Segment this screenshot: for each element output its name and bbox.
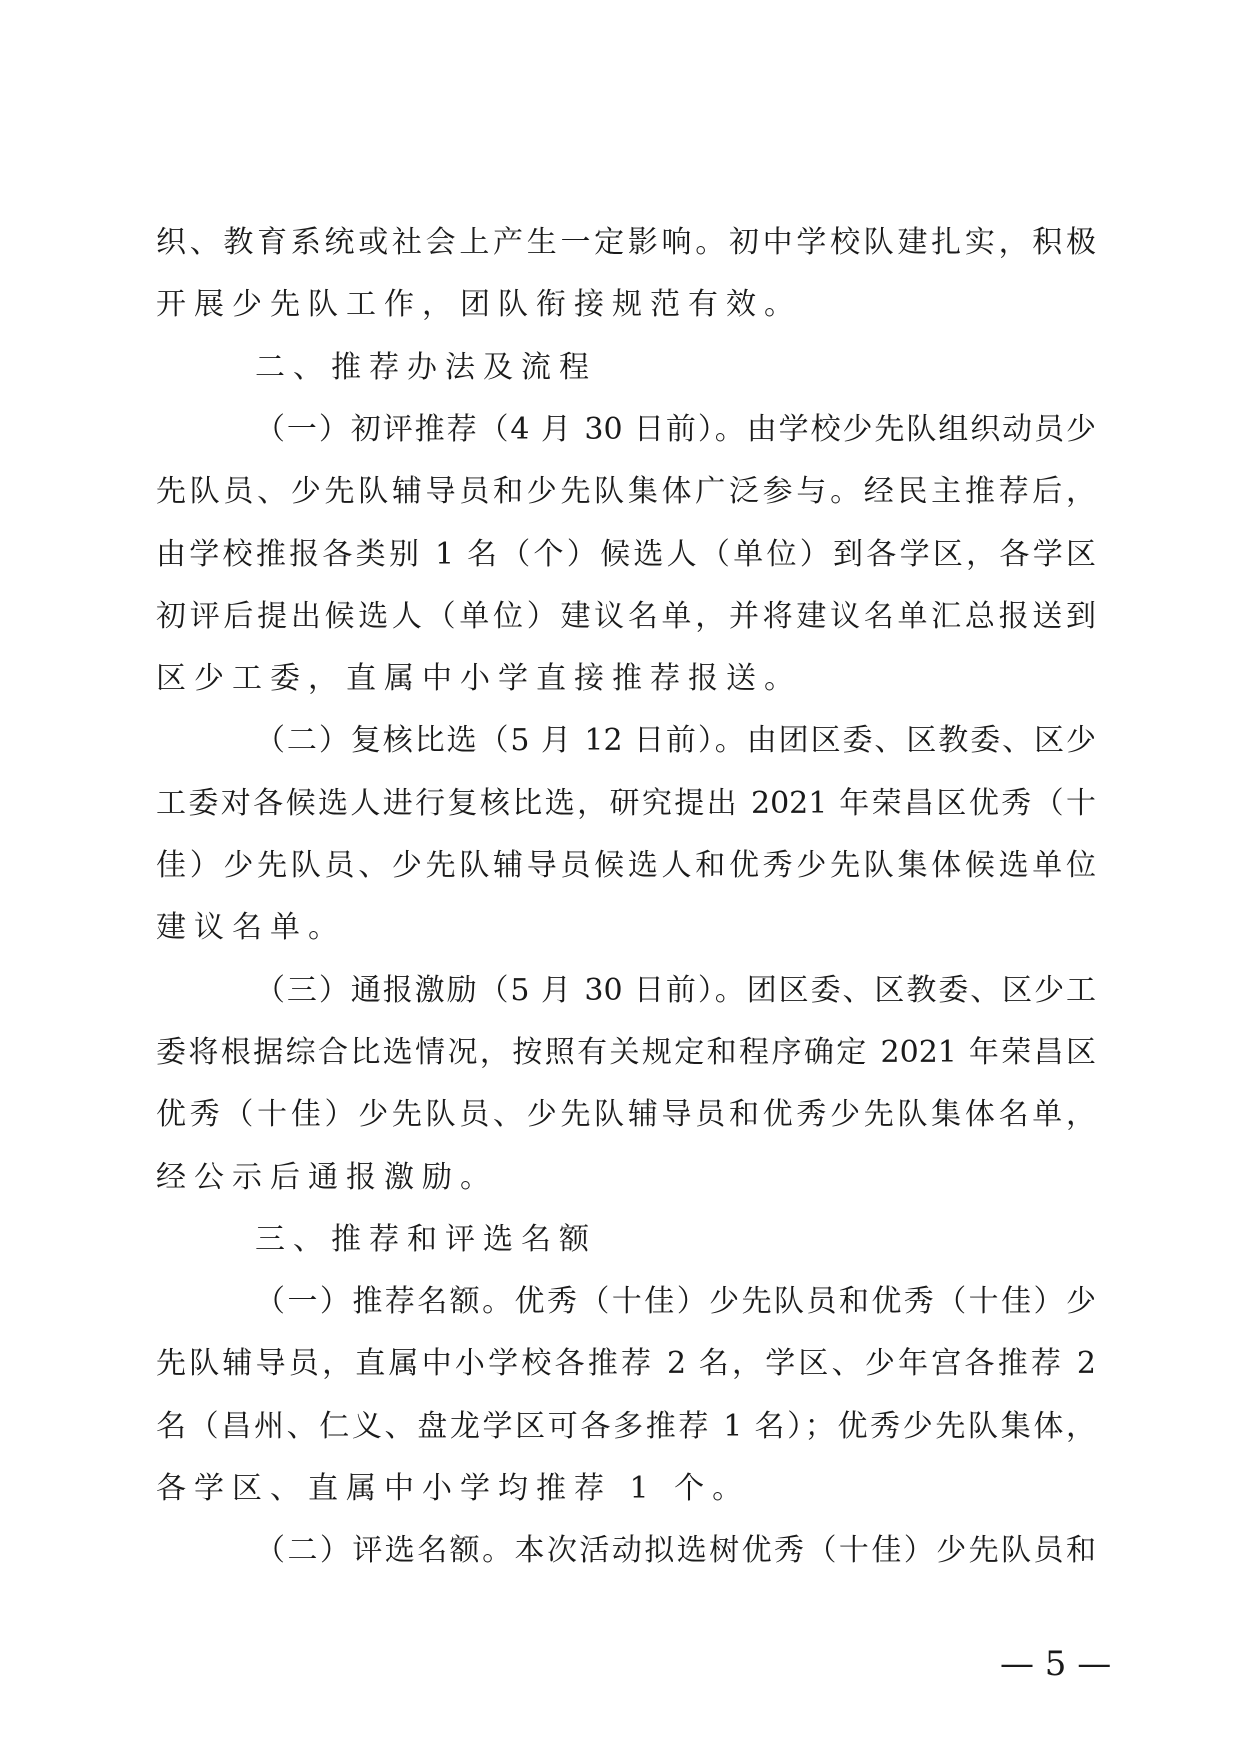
text-line: （二）复核比选（5 月 12 日前）。由团区委、区教委、区少 (255, 723, 1096, 759)
page-number: — 5 — (1000, 1644, 1112, 1684)
text-line: 初评后提出候选人（单位）建议名单，并将建议名单汇总报送到 (156, 598, 1096, 634)
text-line: 织、教育系统或社会上产生一定影响。初中学校队建扎实，积极 (156, 225, 1096, 260)
text-line: （一）初评推荐（4 月 30 日前）。由学校少先队组织动员少 (255, 411, 1096, 447)
text-line: 优秀（十佳）少先队员、少先队辅导员和优秀少先队集体名单， (156, 1097, 1096, 1133)
text-line: 区少工委，直属中小学直接推荐报送。 (156, 661, 802, 697)
text-line: 工委对各候选人进行复核比选，研究提出 2021 年荣昌区优秀（十 (156, 785, 1096, 821)
text-line: （二）评选名额。本次活动拟选树优秀（十佳）少先队员和 (255, 1533, 1096, 1569)
text-line: 建议名单。 (156, 910, 346, 946)
text-line: 名（昌州、仁义、盘龙学区可各多推荐 1 名）；优秀少先队集体， (156, 1408, 1096, 1444)
text-line: （三）通报激励（5 月 30 日前）。团区委、区教委、区少工 (255, 972, 1096, 1008)
text-line: 委将根据综合比选情况，按照有关规定和程序确定 2021 年荣昌区 (156, 1034, 1096, 1070)
text-line: （一）推荐名额。优秀（十佳）少先队员和优秀（十佳）少 (255, 1284, 1096, 1320)
section-heading: 三、推荐和评选名额 (255, 1221, 597, 1257)
section-heading: 二、推荐办法及流程 (255, 349, 597, 385)
text-line: 先队员、少先队辅导员和少先队集体广泛参与。经民主推荐后， (156, 474, 1096, 510)
text-line: 开展少先队工作，团队衔接规范有效。 (156, 287, 802, 323)
text-line: 各学区、直属中小学均推荐 1 个。 (156, 1471, 751, 1506)
text-line: 经公示后通报激励。 (156, 1159, 498, 1195)
text-line: 佳）少先队员、少先队辅导员候选人和优秀少先队集体候选单位 (156, 848, 1096, 883)
text-line: 先队辅导员，直属中小学校各推荐 2 名，学区、少年宫各推荐 2 (156, 1346, 1096, 1382)
text-line: 由学校推报各类别 1 名（个）候选人（单位）到各学区，各学区 (156, 536, 1096, 572)
